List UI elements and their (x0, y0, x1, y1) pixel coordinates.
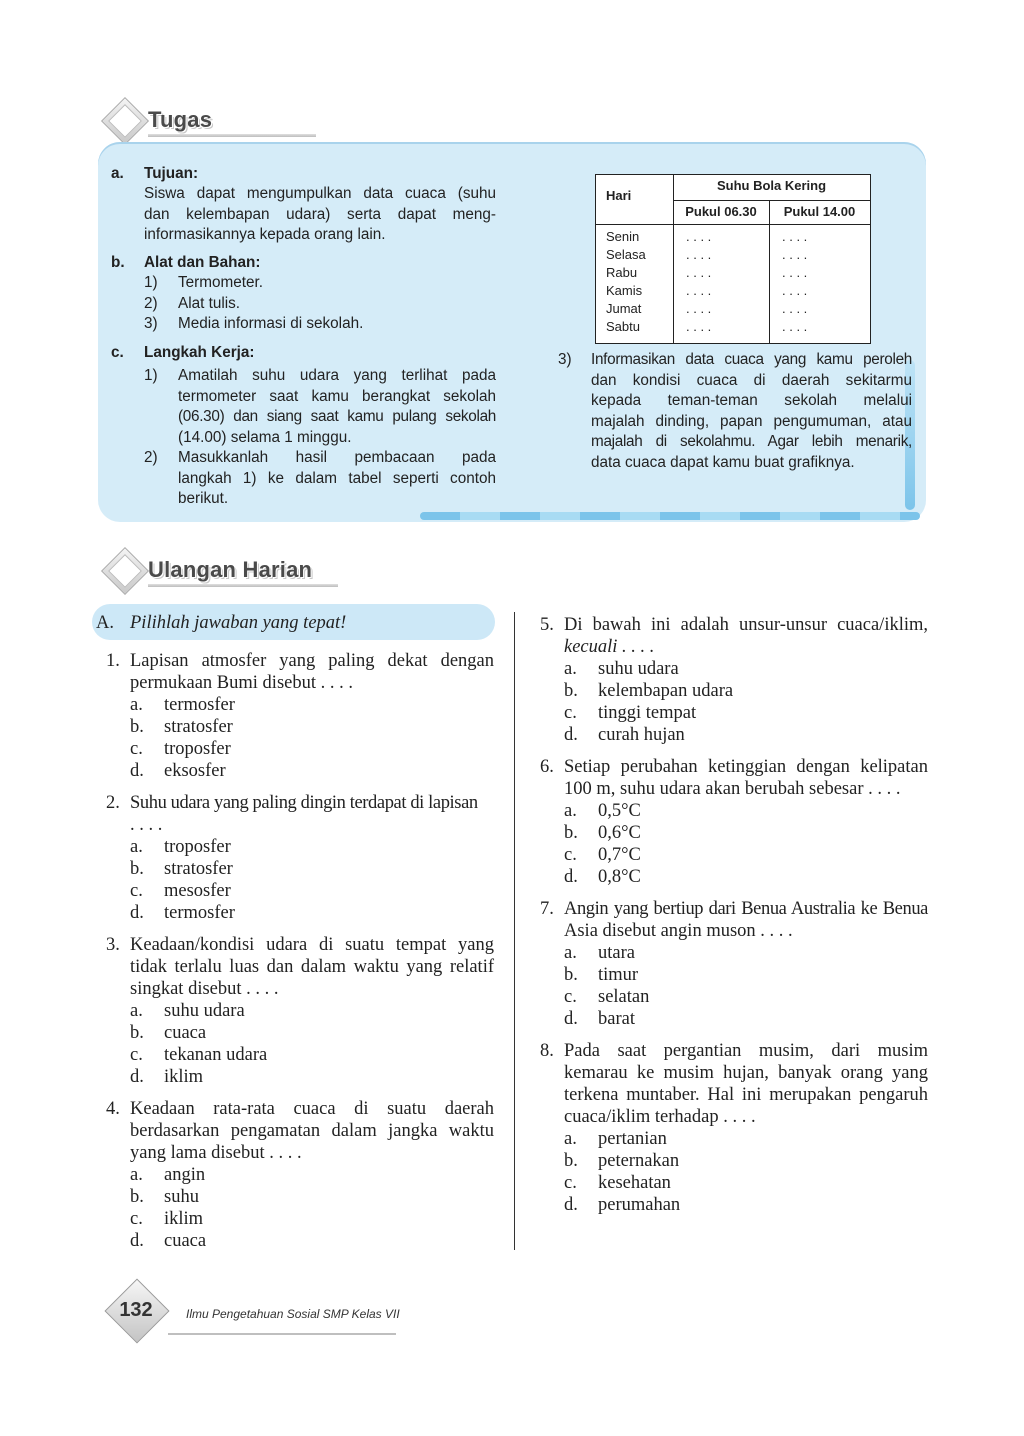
option-text: stratosfer (164, 859, 233, 879)
option-letter: b. (130, 717, 144, 737)
answer-option[interactable] (564, 1172, 928, 1194)
text-line: majalah di sekolahmu. Agar lebih menarik, (591, 433, 912, 450)
option-letter: a. (564, 1129, 577, 1149)
answer-option[interactable] (130, 1022, 494, 1044)
table-header-group: Suhu Bola Kering (716, 178, 827, 193)
table-divider (769, 201, 770, 343)
answer-option[interactable] (564, 986, 928, 1008)
text-line: Informasikan data cuaca yang kamu peroleh (591, 351, 912, 368)
option-text: kesehatan (598, 1173, 671, 1193)
option-letter: d. (564, 725, 578, 745)
option-text: eksosfer (164, 761, 226, 781)
text-line: dan kelembapan udara) serta dapat meng- (144, 205, 496, 223)
section-a-instruction: Pilihlah jawaban yang tepat! (130, 613, 347, 633)
question-text: terkena muntaber. Hal ini merupakan pengaruh (564, 1085, 928, 1105)
option-text: timur (598, 965, 639, 985)
question-number: 3. (106, 935, 120, 955)
question-number: 5. (540, 615, 554, 635)
text-line: dan kondisi cuaca di daerah sekitarmu (591, 371, 912, 389)
option-text: stratosfer (164, 717, 233, 737)
option-letter: d. (130, 1067, 144, 1087)
option-letter: c. (130, 1045, 143, 1065)
table-cell-v1: . . . . (686, 319, 712, 334)
text-line: berikut. (178, 490, 229, 507)
question-text: Pada saat pergantian musim, dari musim (564, 1041, 928, 1061)
option-text: 0,6°C (598, 823, 641, 843)
option-letter: b. (564, 681, 578, 701)
tugas-a-letter: a. (111, 165, 124, 182)
option-text: cuaca (164, 1023, 207, 1043)
table-cell-v1: . . . . (686, 247, 712, 262)
option-letter: c. (564, 1173, 577, 1193)
tugas-title: Tugas (148, 107, 213, 132)
option-text: tinggi tempat (598, 703, 697, 723)
answer-option[interactable] (564, 942, 928, 964)
option-letter: c. (564, 703, 577, 723)
option-text: 0,5°C (598, 801, 641, 821)
page-number: 132 (119, 1299, 153, 1321)
question-text: Di bawah ini adalah unsur-unsur cuaca/iklim, (564, 615, 928, 635)
option-text: selatan (598, 987, 650, 1007)
tugas-c1-number: 1) (144, 367, 158, 384)
table-cell-day: Jumat (606, 301, 642, 316)
option-letter: d. (130, 903, 144, 923)
list-item-text: Media informasi di sekolah. (178, 315, 364, 332)
table-cell-day: Rabu (606, 265, 638, 280)
table-cell-v1: . . . . (686, 301, 712, 316)
question-item (130, 650, 494, 782)
tugas-c1-body (178, 366, 496, 448)
tugas-c2-number: 2) (144, 449, 158, 466)
option-letter: b. (564, 1151, 578, 1171)
table-cell-v1: . . . . (686, 265, 712, 280)
list-item (144, 294, 496, 315)
ulangan-title: Ulangan Harian (148, 557, 313, 582)
question-text: Angin yang bertiup dari Benua Australia ke Benua (564, 899, 928, 919)
table-header-col1: Pukul 06.30 (685, 204, 757, 219)
table-cell-v2: . . . . (782, 283, 808, 298)
question-number: 2. (106, 793, 120, 813)
question-number: 7. (540, 899, 554, 919)
question-text: . . . . (130, 815, 163, 835)
tugas-c-letter: c. (111, 344, 124, 361)
option-text: kelembapan udara (598, 681, 734, 701)
table-header-hari: Hari (606, 188, 632, 203)
question-item (130, 934, 494, 1088)
table-cell-v1: . . . . (686, 229, 712, 244)
option-letter: a. (130, 837, 143, 857)
answer-option[interactable] (130, 1208, 494, 1230)
table-cell-v1: . . . . (686, 283, 712, 298)
answer-option[interactable] (130, 716, 494, 738)
book-title: Ilmu Pengetahuan Sosial SMP Kelas VII (186, 1307, 400, 1321)
question-text: 100 m, suhu udara akan berubah sebesar . . . . (564, 779, 901, 799)
tugas-c-heading: Langkah Kerja: (144, 344, 255, 361)
option-text: 0,8°C (598, 867, 641, 887)
tugas-c2-body (178, 448, 496, 510)
list-item-number: 2) (144, 294, 158, 312)
answer-option[interactable] (564, 866, 928, 888)
option-text: iklim (164, 1209, 204, 1229)
option-letter: a. (130, 1001, 143, 1021)
option-letter: b. (130, 859, 144, 879)
option-text: suhu udara (598, 659, 679, 679)
suhu-table (595, 174, 871, 344)
list-item-text: Termometer. (178, 274, 264, 291)
question-item (564, 898, 928, 1030)
question-text: permukaan Bumi disebut . . . . (130, 673, 353, 693)
text-line: Amatilah suhu udara yang terlihat pada (178, 367, 496, 384)
list-item (144, 273, 496, 294)
option-letter: d. (564, 867, 578, 887)
text-line: kepada teman-teman sekolah melalui (591, 392, 912, 409)
option-text: angin (164, 1165, 206, 1185)
option-letter: a. (564, 659, 577, 679)
answer-option[interactable] (564, 680, 928, 702)
table-header-col2: Pukul 14.00 (783, 204, 856, 219)
option-letter: d. (130, 1231, 144, 1251)
answer-option[interactable] (130, 902, 494, 924)
text-line: termometer saat kamu berangkat sekolah (178, 387, 496, 405)
question-text: yang lama disebut . . . . (130, 1143, 302, 1163)
option-text: termosfer (164, 695, 235, 715)
answer-option[interactable] (130, 1230, 494, 1252)
tugas-a-heading: Tujuan: (144, 165, 199, 182)
table-cell-day: Senin (606, 229, 640, 244)
option-letter: b. (130, 1023, 144, 1043)
option-text: troposfer (164, 837, 231, 857)
option-text: termosfer (164, 903, 235, 923)
question-item (564, 756, 928, 888)
table-cell-day: Sabtu (606, 319, 640, 334)
option-letter: d. (130, 761, 144, 781)
option-text: tekanan udara (164, 1045, 268, 1065)
answer-option[interactable] (130, 760, 494, 782)
text-line: informasikannya kepada orang lain. (144, 226, 386, 243)
option-letter: d. (564, 1009, 578, 1029)
answer-option[interactable] (130, 858, 494, 880)
answer-option[interactable] (564, 658, 928, 680)
tugas-c3-body (591, 350, 912, 473)
option-letter: b. (130, 1187, 144, 1207)
answer-option[interactable] (564, 964, 928, 986)
option-text: utara (598, 943, 635, 963)
question-text: Setiap perubahan ketinggian dengan kelipatan (564, 757, 928, 777)
tugas-a-body (144, 184, 496, 246)
text-line: Masukkanlah hasil pembacaan pada (178, 449, 496, 466)
answer-option[interactable] (564, 1008, 928, 1030)
table-cell-day: Selasa (606, 247, 646, 262)
question-number: 8. (540, 1041, 554, 1061)
question-number: 4. (106, 1099, 120, 1119)
option-text: iklim (164, 1067, 204, 1087)
section-a-letter: A. (96, 613, 114, 633)
list-item-number: 1) (144, 274, 158, 291)
option-letter: d. (564, 1195, 578, 1215)
list-item-number: 3) (144, 315, 158, 332)
answer-option[interactable] (564, 1150, 928, 1172)
text-line: langkah 1) ke dalam tabel seperti contoh (178, 469, 496, 487)
table-cell-v2: . . . . (782, 265, 808, 280)
tugas-b-heading: Alat dan Bahan: (144, 254, 261, 271)
question-item (130, 792, 494, 924)
question-text: kemarau ke musim hujan, banyak orang yang (564, 1063, 928, 1083)
option-text: mesosfer (164, 881, 231, 901)
tugas-header-rule (148, 134, 316, 137)
question-item (564, 614, 928, 746)
table-cell-v2: . . . . (782, 301, 808, 316)
option-letter: b. (564, 823, 578, 843)
answer-option[interactable] (130, 1164, 494, 1186)
question-text: cuaca/iklim terhadap . . . . (564, 1107, 756, 1127)
question-text: Suhu udara yang paling dingin terdapat di lapisan (130, 793, 478, 813)
table-cell-v2: . . . . (782, 247, 808, 262)
option-text: peternakan (598, 1151, 680, 1171)
list-item-text: Alat tulis. (178, 294, 241, 312)
answer-option[interactable] (130, 738, 494, 760)
option-letter: c. (564, 987, 577, 1007)
answer-option[interactable] (130, 836, 494, 858)
text-line: (14.00) selama 1 minggu. (178, 428, 352, 446)
answer-option[interactable] (564, 822, 928, 844)
text-line: (06.30) dan siang saat kamu pulang sekolah (178, 408, 496, 425)
question-text: singkat disebut . . . . (130, 979, 279, 999)
tugas-c3-number: 3) (558, 351, 572, 368)
option-letter: a. (130, 695, 143, 715)
question-text: Lapisan atmosfer yang paling dekat dengan (130, 651, 494, 671)
footer-rule (168, 1333, 396, 1335)
question-number: 6. (540, 757, 554, 777)
question-text: kecuali . . . . (564, 637, 655, 657)
answer-option[interactable] (130, 1000, 494, 1022)
answer-option[interactable] (564, 1194, 928, 1216)
answer-option[interactable] (564, 702, 928, 724)
option-letter: a. (564, 801, 577, 821)
option-text: barat (598, 1009, 635, 1029)
question-text: Keadaan rata-rata cuaca di suatu daerah (130, 1099, 494, 1119)
table-divider (596, 224, 870, 225)
text-line: majalah dinding, papan pengumuman, atau (591, 412, 912, 430)
option-letter: a. (130, 1165, 143, 1185)
option-text: curah hujan (598, 725, 685, 745)
table-cell-v2: . . . . (782, 319, 808, 334)
answer-option[interactable] (130, 1186, 494, 1208)
tugas-header (100, 96, 340, 146)
option-letter: c. (130, 1209, 143, 1229)
column-divider (514, 612, 515, 1250)
question-text: Keadaan/kondisi udara di suatu tempat yang (130, 935, 494, 955)
table-divider (673, 200, 870, 201)
ulangan-header (100, 546, 360, 596)
tugas-b-list (144, 273, 496, 335)
option-text: perumahan (598, 1195, 681, 1215)
answer-option[interactable] (564, 1128, 928, 1150)
option-text: cuaca (164, 1231, 207, 1251)
question-text: tidak terlalu luas dan dalam waktu yang relatif (130, 957, 494, 977)
tugas-b-letter: b. (111, 254, 125, 271)
option-text: suhu udara (164, 1001, 245, 1021)
answer-option[interactable] (130, 880, 494, 902)
option-letter: c. (130, 739, 143, 759)
answer-option[interactable] (130, 694, 494, 716)
option-letter: b. (564, 965, 578, 985)
question-item (130, 1098, 494, 1252)
option-letter: c. (564, 845, 577, 865)
answer-option[interactable] (130, 1044, 494, 1066)
option-text: suhu (164, 1187, 199, 1207)
tugas-box-decor-strip (420, 512, 920, 520)
question-item (564, 1040, 928, 1216)
option-letter: a. (564, 943, 577, 963)
option-text: pertanian (598, 1129, 667, 1149)
answer-option[interactable] (564, 800, 928, 822)
answer-option[interactable] (130, 1066, 494, 1088)
option-letter: c. (130, 881, 143, 901)
option-text: 0,7°C (598, 845, 641, 865)
list-item (144, 314, 496, 335)
answer-option[interactable] (564, 844, 928, 866)
answer-option[interactable] (564, 724, 928, 746)
text-line: Siswa dapat mengumpulkan data cuaca (suhu (144, 185, 496, 202)
question-text: Asia disebut angin muson . . . . (564, 921, 793, 941)
option-text: troposfer (164, 739, 231, 759)
question-text: berdasarkan pengamatan dalam jangka waktu (130, 1121, 494, 1141)
text-line: data cuaca dapat kamu buat grafiknya. (591, 453, 855, 471)
question-number: 1. (106, 651, 120, 671)
table-cell-v2: . . . . (782, 229, 808, 244)
ulangan-header-rule (148, 584, 338, 587)
table-cell-day: Kamis (606, 283, 643, 298)
